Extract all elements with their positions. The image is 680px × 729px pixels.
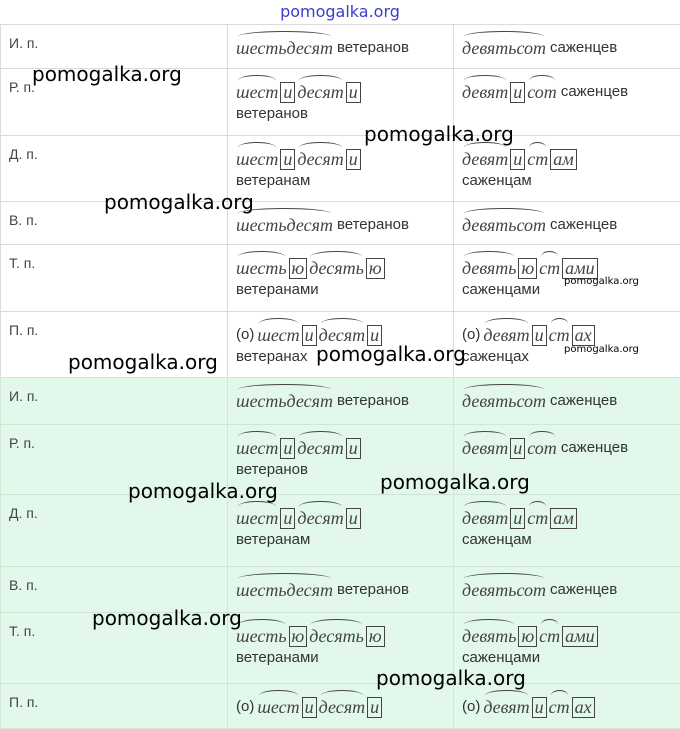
cell-nine-hundred (454, 25, 680, 69)
root-morpheme: девять (462, 625, 516, 647)
ending-morpheme: и (510, 508, 525, 529)
case-label: Р. п. (1, 69, 228, 136)
sixty-numeral-line (236, 29, 445, 59)
table-row (1, 684, 680, 729)
ending-morpheme: ю (518, 258, 537, 279)
root-morpheme: десят (297, 148, 343, 170)
nine-hundred-numeral-line (462, 249, 672, 279)
case-label: И. п. (1, 378, 228, 425)
root-morpheme: сот (527, 437, 557, 459)
preposition: (о) (462, 696, 480, 718)
sixty-noun: ветеранами (236, 279, 445, 301)
watermark: pomogalka.org (376, 666, 526, 690)
watermark: pomogalka.org (364, 122, 514, 146)
root-morpheme: ст (549, 696, 570, 718)
cell-nine-hundred (454, 136, 680, 202)
case-label: Т. п. (1, 245, 228, 312)
nine-hundred-noun: саженцам (462, 170, 672, 192)
sixty-noun: ветеранов (337, 37, 409, 59)
nine-hundred-numeral-line (462, 73, 672, 103)
nine-hundred-noun: саженцам (462, 529, 672, 551)
root-morpheme: десят (297, 81, 343, 103)
sixty-noun: ветеранов (337, 214, 409, 236)
sixty-numeral-line (236, 206, 445, 236)
sixty-noun: ветеранам (236, 529, 445, 551)
sixty-numeral-line (236, 140, 445, 170)
nine-hundred-numeral-line (462, 382, 672, 412)
root-morpheme: ст (539, 625, 560, 647)
watermark: pomogalka.org (128, 479, 278, 503)
cell-nine-hundred (454, 312, 680, 378)
ending-morpheme: ю (289, 258, 308, 279)
table-row (1, 425, 680, 495)
case-label: П. п. (1, 312, 228, 378)
cell-nine-hundred (454, 378, 680, 425)
sixty-numeral-line (236, 499, 445, 529)
nine-hundred-numeral-line (462, 499, 672, 529)
nine-hundred-noun: саженцев (561, 81, 628, 103)
sixty-numeral-line (236, 249, 445, 279)
table-row (1, 613, 680, 684)
root-morpheme: шест (236, 81, 278, 103)
root-morpheme: девят (483, 696, 529, 718)
sixty-numeral-line (236, 316, 445, 346)
root-morpheme: десят (319, 324, 365, 346)
root-morpheme: десят (297, 437, 343, 459)
ending-morpheme: ам (550, 149, 577, 170)
table-row (1, 202, 680, 245)
table-row (1, 69, 680, 136)
cell-nine-hundred (454, 613, 680, 684)
ending-morpheme: и (510, 82, 525, 103)
site-header[interactable]: pomogalka.org (0, 0, 680, 24)
root-morpheme: шест (257, 324, 299, 346)
preposition: (о) (462, 324, 480, 346)
preposition: (о) (236, 696, 254, 718)
ending-morpheme: и (532, 325, 547, 346)
sixty-noun: ветеранов (337, 390, 409, 412)
cell-sixty (228, 378, 454, 425)
root-morpheme: десят (297, 507, 343, 529)
cell-nine-hundred (454, 69, 680, 136)
nine-hundred-numeral-line (462, 571, 672, 601)
ending-morpheme: ах (572, 325, 595, 346)
ending-morpheme: и (280, 82, 295, 103)
sixty-noun: ветеранов (236, 103, 445, 125)
cell-nine-hundred (454, 202, 680, 245)
sixty-noun: ветеранам (236, 170, 445, 192)
root-morpheme: ст (539, 257, 560, 279)
ending-morpheme: и (280, 438, 295, 459)
ending-morpheme: и (280, 508, 295, 529)
ending-morpheme: ам (550, 508, 577, 529)
cell-nine-hundred (454, 495, 680, 567)
sixty-noun: ветеранов (337, 579, 409, 601)
nine-hundred-noun: саженцами (462, 647, 672, 669)
root-morpheme: девятьсот (462, 214, 546, 236)
ending-morpheme: и (346, 438, 361, 459)
root-morpheme: шесть (236, 257, 287, 279)
case-label: Д. п. (1, 136, 228, 202)
cell-sixty (228, 25, 454, 69)
nine-hundred-numeral-line (462, 688, 672, 718)
root-morpheme: десять (309, 257, 364, 279)
ending-morpheme: ю (518, 626, 537, 647)
watermark: pomogalka.org (564, 276, 639, 287)
table-row (1, 312, 680, 378)
case-label: Т. п. (1, 613, 228, 684)
watermark: pomogalka.org (380, 470, 530, 494)
root-morpheme: шест (236, 148, 278, 170)
declension-table (0, 24, 680, 729)
root-morpheme: шестьдесят (236, 390, 333, 412)
declension-table-body (1, 25, 680, 729)
cell-sixty (228, 245, 454, 312)
ending-morpheme: и (510, 149, 525, 170)
root-morpheme: десят (319, 696, 365, 718)
table-row (1, 378, 680, 425)
sixty-numeral-line (236, 429, 445, 459)
root-morpheme: девять (462, 257, 516, 279)
watermark: pomogalka.org (32, 62, 182, 86)
ending-morpheme: и (302, 697, 317, 718)
root-morpheme: шест (236, 437, 278, 459)
ending-morpheme: ю (366, 258, 385, 279)
root-morpheme: девят (483, 324, 529, 346)
preposition: (о) (236, 324, 254, 346)
cell-sixty (228, 136, 454, 202)
root-morpheme: девят (462, 81, 508, 103)
ending-morpheme: ах (572, 697, 595, 718)
root-morpheme: шесть (236, 625, 287, 647)
cell-nine-hundred (454, 567, 680, 613)
cell-sixty (228, 495, 454, 567)
nine-hundred-noun: саженцев (550, 390, 617, 412)
nine-hundred-noun: саженцах (462, 346, 672, 368)
root-morpheme: сот (527, 81, 557, 103)
watermark: pomogalka.org (104, 190, 254, 214)
cell-sixty (228, 69, 454, 136)
cell-sixty (228, 567, 454, 613)
ending-morpheme: и (346, 82, 361, 103)
nine-hundred-noun: саженцев (550, 214, 617, 236)
cell-nine-hundred (454, 684, 680, 729)
nine-hundred-numeral-line (462, 429, 672, 459)
ending-morpheme: и (367, 325, 382, 346)
ending-morpheme: и (510, 438, 525, 459)
nine-hundred-numeral-line (462, 29, 672, 59)
root-morpheme: шест (257, 696, 299, 718)
nine-hundred-noun: саженцев (561, 437, 628, 459)
root-morpheme: ст (527, 507, 548, 529)
table-row (1, 25, 680, 69)
cell-sixty (228, 202, 454, 245)
root-morpheme: девятьсот (462, 390, 546, 412)
ending-morpheme: ами (562, 626, 598, 647)
ending-morpheme: и (302, 325, 317, 346)
watermark: pomogalka.org (68, 350, 218, 374)
nine-hundred-numeral-line (462, 206, 672, 236)
table-row (1, 136, 680, 202)
table-row (1, 245, 680, 312)
cell-nine-hundred (454, 425, 680, 495)
ending-morpheme: ами (562, 258, 598, 279)
sixty-numeral-line (236, 382, 445, 412)
ending-morpheme: и (346, 508, 361, 529)
cell-sixty (228, 312, 454, 378)
nine-hundred-numeral-line (462, 617, 672, 647)
ending-morpheme: и (346, 149, 361, 170)
cell-sixty (228, 684, 454, 729)
watermark: pomogalka.org (564, 344, 639, 355)
root-morpheme: ст (527, 148, 548, 170)
nine-hundred-noun: саженцев (550, 37, 617, 59)
root-morpheme: ст (549, 324, 570, 346)
case-label: Д. п. (1, 495, 228, 567)
case-label: Р. п. (1, 425, 228, 495)
root-morpheme: девятьсот (462, 579, 546, 601)
case-label: В. п. (1, 567, 228, 613)
ending-morpheme: и (280, 149, 295, 170)
sixty-noun: ветеранах (236, 346, 445, 368)
root-morpheme: девятьсот (462, 37, 546, 59)
nine-hundred-numeral-line (462, 140, 672, 170)
cell-sixty (228, 425, 454, 495)
sixty-numeral-line (236, 617, 445, 647)
ending-morpheme: ю (289, 626, 308, 647)
watermark: pomogalka.org (316, 342, 466, 366)
ending-morpheme: и (367, 697, 382, 718)
nine-hundred-noun: саженцами (462, 279, 672, 301)
table-row (1, 567, 680, 613)
nine-hundred-numeral-line (462, 316, 672, 346)
case-label: В. п. (1, 202, 228, 245)
cell-sixty (228, 613, 454, 684)
sixty-numeral-line (236, 688, 445, 718)
table-row (1, 495, 680, 567)
nine-hundred-noun: саженцев (550, 579, 617, 601)
sixty-noun: ветеранов (236, 459, 445, 481)
case-label: И. п. (1, 25, 228, 69)
case-label: П. п. (1, 684, 228, 729)
cell-nine-hundred (454, 245, 680, 312)
root-morpheme: шест (236, 507, 278, 529)
ending-morpheme: ю (366, 626, 385, 647)
watermark: pomogalka.org (92, 606, 242, 630)
ending-morpheme: и (532, 697, 547, 718)
root-morpheme: девят (462, 148, 508, 170)
sixty-noun: ветеранами (236, 647, 445, 669)
root-morpheme: шестьдесят (236, 37, 333, 59)
root-morpheme: девят (462, 437, 508, 459)
root-morpheme: десять (309, 625, 364, 647)
root-morpheme: шестьдесят (236, 579, 333, 601)
sixty-numeral-line (236, 571, 445, 601)
root-morpheme: девят (462, 507, 508, 529)
root-morpheme: шестьдесят (236, 214, 333, 236)
sixty-numeral-line (236, 73, 445, 103)
